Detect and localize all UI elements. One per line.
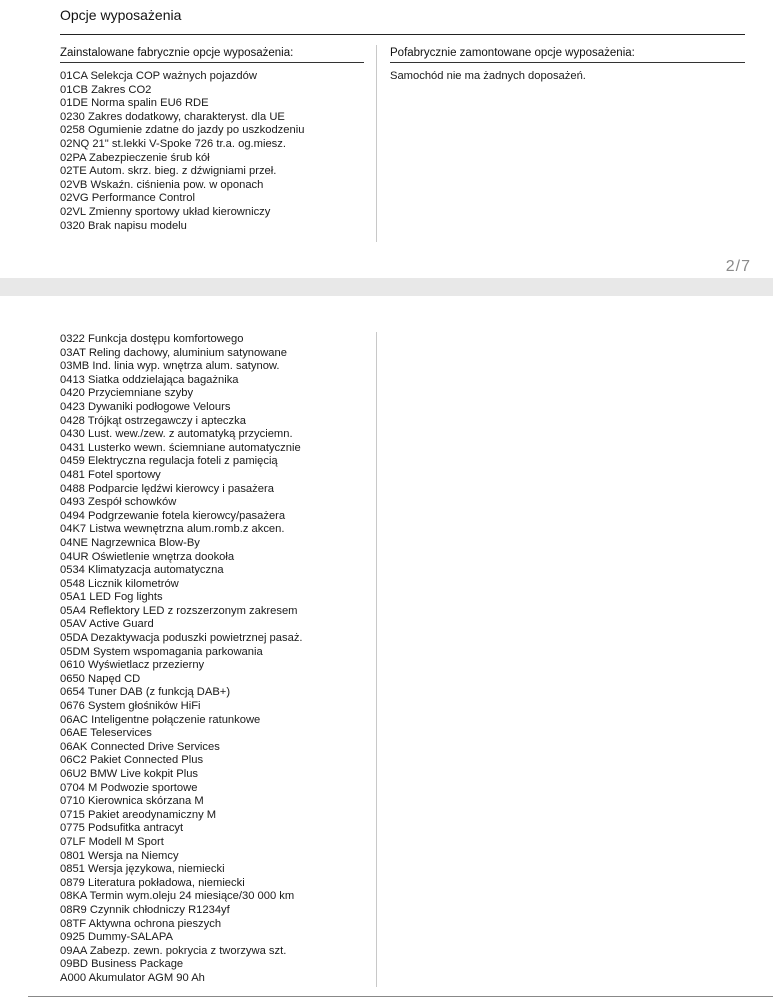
option-item: A000 Akumulator AGM 90 Ah — [60, 971, 205, 984]
option-item: 0493 Zespół schowków — [60, 496, 177, 509]
option-item: 0423 Dywaniki podłogowe Velours — [60, 400, 231, 413]
option-item: 0704 M Podwozie sportowe — [60, 781, 198, 794]
option-item: 0481 Fotel sportowy — [60, 468, 161, 481]
option-item: 0431 Lusterko wewn. ściemniane automatycznie — [60, 441, 301, 454]
document-page-1 — [0, 0, 773, 278]
option-item: 0775 Podsufitka antracyt — [60, 822, 184, 835]
factory-options-heading: Zainstalowane fabrycznie opcje wyposażenia: — [60, 47, 294, 59]
option-item: 0710 Kierownica skórzana M — [60, 795, 204, 808]
option-item: 0715 Pakiet areodynamiczny M — [60, 808, 217, 821]
option-item: 08TF Aktywna ochrona pieszych — [60, 917, 222, 930]
column-divider — [376, 45, 377, 242]
option-item: 05A1 LED Fog lights — [60, 591, 163, 604]
option-item: 06AK Connected Drive Services — [60, 740, 220, 753]
option-item: 0851 Wersja językowa, niemiecki — [60, 863, 225, 876]
option-item: 03AT Reling dachowy, aluminium satynowane — [60, 346, 287, 359]
option-item: 0676 System głośników HiFi — [60, 700, 201, 713]
option-item: 0230 Zakres dodatkowy, charakteryst. dla UE — [60, 110, 285, 123]
option-item: 0413 Siatka oddzielająca bagażnika — [60, 373, 239, 386]
option-item: 08R9 Czynnik chłodniczy R1234yf — [60, 903, 230, 916]
option-item: 05AV Active Guard — [60, 618, 154, 631]
option-item: 0548 Licznik kilometrów — [60, 577, 179, 590]
option-item: 0494 Podgrzewanie fotela kierowcy/pasażera — [60, 509, 286, 522]
aftermarket-heading-rule — [390, 62, 745, 63]
option-item: 0488 Podparcie lędźwi kierowcy i pasażera — [60, 482, 274, 495]
factory-options-list-page2 — [60, 333, 303, 986]
option-item: 06C2 Pakiet Connected Plus — [60, 754, 204, 767]
option-item: 09BD Business Package — [60, 958, 184, 971]
option-item: 0430 Lust. wew./zew. z automatyką przyciemn. — [60, 428, 293, 441]
option-item: 07LF Modell M Sport — [60, 835, 164, 848]
option-item: 09AA Zabezp. zewn. pokrycia z tworzywa szt. — [60, 944, 287, 957]
option-item: 0925 Dummy-SALAPA — [60, 931, 173, 944]
factory-heading-rule — [60, 62, 364, 63]
option-item: 06AE Teleservices — [60, 727, 152, 740]
footer-divider — [28, 996, 773, 997]
option-item: 05DM System wspomagania parkowania — [60, 645, 263, 658]
option-item: 0610 Wyświetlacz przezierny — [60, 659, 205, 672]
option-item: 0459 Elektryczna regulacja foteli z pamięcią — [60, 455, 278, 468]
option-item: 01DE Norma spalin EU6 RDE — [60, 97, 209, 110]
section-title: Opcje wyposażenia — [60, 7, 182, 23]
option-item: 0428 Trójkąt ostrzegawczy i apteczka — [60, 414, 246, 427]
option-item: 02VB Wskaźn. ciśnienia pow. w oponach — [60, 178, 264, 191]
option-item: 02NQ 21" st.lekki V-Spoke 726 tr.a. og.miesz. — [60, 137, 286, 150]
option-item: 0801 Wersja na Niemcy — [60, 849, 179, 862]
option-item: 08KA Termin wym.oleju 24 miesiące/30 000 km — [60, 890, 295, 903]
option-item: 02VG Performance Control — [60, 192, 195, 205]
option-item: 02TE Autom. skrz. bieg. z dźwigniami przeł. — [60, 165, 277, 178]
aftermarket-options-heading: Pofabrycznie zamontowane opcje wyposażenia: — [390, 47, 635, 59]
option-item: 02PA Zabezpieczenie śrub kół — [60, 151, 210, 164]
option-item: 05A4 Reflektory LED z rozszerzonym zakresem — [60, 604, 298, 617]
option-item: 04K7 Listwa wewnętrzna alum.romb.z akcen. — [60, 523, 285, 536]
option-item: 0420 Przyciemniane szyby — [60, 387, 194, 400]
document-page-2 — [0, 296, 773, 999]
option-item: 04NE Nagrzewnica Blow-By — [60, 536, 200, 549]
option-item: 0650 Napęd CD — [60, 672, 141, 685]
option-item: 02VL Zmienny sportowy układ kierowniczy — [60, 205, 271, 218]
title-divider — [60, 34, 745, 35]
option-item: 03MB Ind. linia wyp. wnętrza alum. satynow. — [60, 360, 280, 373]
aftermarket-note: Samochód nie ma żadnych doposażeń. — [390, 70, 586, 82]
option-item: 06AC Inteligentne połączenie ratunkowe — [60, 713, 261, 726]
option-item: 05DA Dezaktywacja poduszki powietrznej pasaż. — [60, 632, 303, 645]
page-number: 2/7 — [725, 258, 751, 275]
option-item: 0879 Literatura pokładowa, niemiecki — [60, 876, 245, 889]
option-item: 0534 Klimatyzacja automatyczna — [60, 564, 224, 577]
factory-options-list-page1 — [60, 70, 304, 233]
option-item: 06U2 BMW Live kokpit Plus — [60, 768, 199, 780]
column-divider — [376, 332, 377, 987]
option-item: 0322 Funkcja dostępu komfortowego — [60, 333, 244, 345]
option-item: 0320 Brak napisu modelu — [60, 219, 187, 232]
option-item: 04UR Oświetlenie wnętrza dookoła — [60, 550, 235, 563]
option-item: 0258 Ogumienie zdatne do jazdy po uszkodzeniu — [60, 124, 305, 137]
option-item: 0654 Tuner DAB (z funkcją DAB+) — [60, 686, 231, 699]
option-item: 01CB Zakres CO2 — [60, 83, 152, 96]
option-item: 01CA Selekcja COP ważnych pojazdów — [60, 70, 257, 82]
